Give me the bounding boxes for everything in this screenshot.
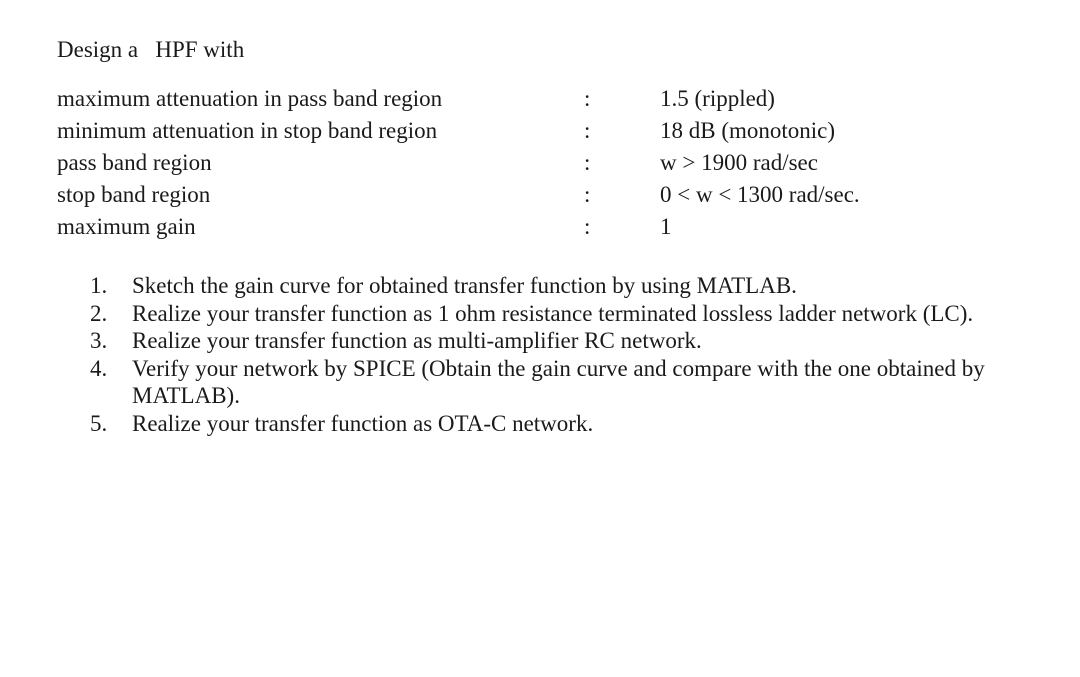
task-text: Sketch the gain curve for obtained transfer function by using MATLAB. (132, 273, 797, 298)
problem-heading: Design a HPF with (57, 37, 245, 62)
spec-label: maximum gain (57, 214, 196, 239)
spec-label: minimum attenuation in stop band region (57, 118, 438, 143)
task-item-4 (90, 355, 1000, 410)
spec-label: maximum attenuation in pass band region (57, 86, 443, 111)
spec-colon: : (584, 118, 591, 143)
spec-row-max-attenuation-pass-band (57, 85, 957, 117)
task-text: Realize your transfer function as 1 ohm resistance terminated lossless ladder network (LC). (132, 300, 974, 326)
task-list (90, 272, 1000, 438)
spec-row-min-attenuation-stop-band (57, 117, 957, 149)
specification-table (57, 85, 957, 245)
spec-row-stop-band-region (57, 181, 957, 213)
task-text: Realize your transfer function as OTA-C network. (132, 410, 594, 436)
spec-value: 1.5 (rippled) (660, 86, 775, 111)
spec-colon: : (584, 86, 591, 111)
spec-value: w > 1900 rad/sec (660, 150, 818, 175)
task-text: Realize your transfer function as multi-amplifier RC network. (132, 328, 702, 354)
spec-colon: : (584, 214, 591, 239)
spec-row-pass-band-region (57, 149, 957, 181)
task-text: Verify your network by SPICE (Obtain the gain curve and compare with the one obtained by MATLAB). (132, 355, 985, 409)
spec-row-maximum-gain (57, 213, 957, 245)
task-item-1 (90, 272, 1000, 300)
task-item-2 (90, 300, 1000, 328)
task-item-3 (90, 327, 1000, 355)
task-number: 3. (90, 328, 108, 354)
spec-value: 0 < w < 1300 rad/sec. (660, 182, 860, 207)
task-number: 4. (90, 355, 108, 381)
task-number: 2. (90, 300, 108, 326)
spec-value: 18 dB (monotonic) (660, 118, 836, 143)
task-number: 1. (90, 273, 108, 298)
spec-colon: : (584, 150, 591, 175)
task-item-5 (90, 410, 1000, 438)
spec-label: stop band region (57, 182, 211, 207)
task-number: 5. (90, 410, 108, 436)
spec-label: pass band region (57, 150, 212, 175)
spec-value: 1 (660, 214, 672, 239)
spec-colon: : (584, 182, 591, 207)
